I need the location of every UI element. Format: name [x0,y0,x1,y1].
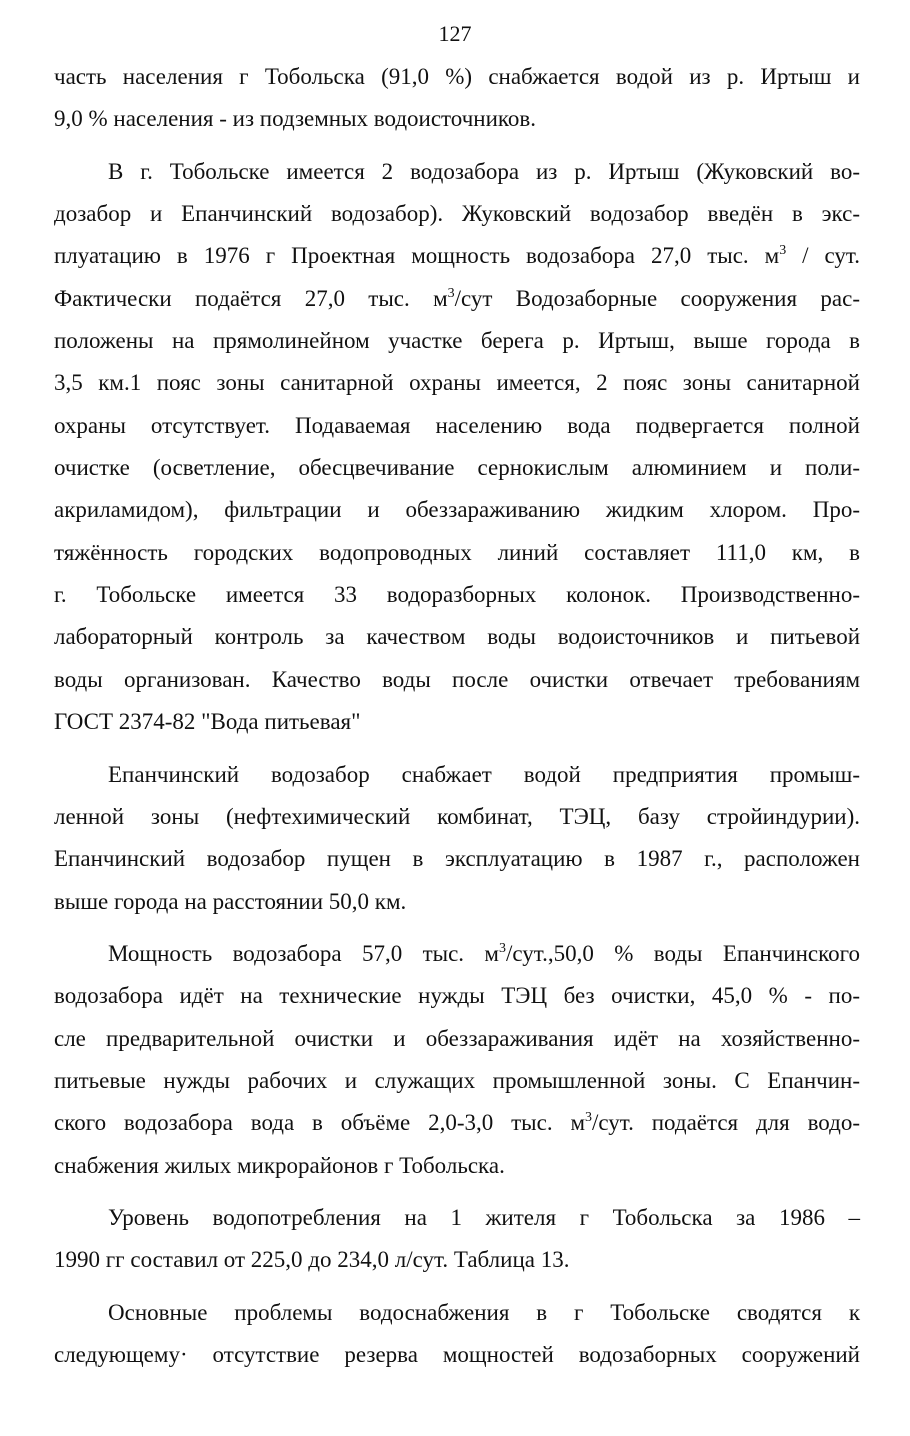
paragraph [54,1199,860,1284]
paragraph [54,1294,860,1379]
text-line: ГОСТ 2374-82 "Вода питьевая" [54,709,361,735]
text-line: выше города на расстоянии 50,0 км. [54,888,407,914]
text-line: часть населения г Тобольска (91,0 %) снабжается водой из р. Иртыш и [54,64,860,89]
paragraph [54,935,860,1189]
text-line: плуатацию в 1976 г Проектная мощность водозабора 27,0 тыс. $м^3$ / сут. [54,243,860,269]
text-line: следующему· отсутствие резерва мощностей водозаборных сооружений [54,1341,860,1367]
text-line: г. Тобольске имеется 33 водоразборных колонок. Производственно- [54,582,860,608]
text-line: Епанчинский водозабор пущен в эксплуатацию в 1987 г., расположен [54,846,860,872]
paragraph [54,756,860,925]
text-line: воды организован. Качество воды после очистки отвечает требованиям [54,666,860,692]
text-line: В г. Тобольске имеется 2 водозабора из р. Иртыш (Жуковский во- [108,158,860,184]
text-line: положены на прямолинейном участке берега р. Иртыш, выше города в [54,328,860,354]
text-line: питьевые нужды рабочих и служащих промышленной зоны. С Епанчин- [54,1067,860,1093]
paragraph [54,153,860,746]
text-line: лабораторный контроль за качеством воды водоисточников и питьевой [54,624,860,650]
text-line: Епанчинский водозабор снабжает водой предприятия промыш- [108,761,860,787]
text-line: 3,5 км.1 пояс зоны санитарной охраны имеется, 2 пояс зоны санитарной [54,370,860,396]
body-text [54,58,860,1378]
text-line: охраны отсутствует. Подаваемая населению вода подвергается полной [54,412,860,438]
paragraph [54,58,860,143]
text-line: Уровень водопотребления на 1 жителя г Тобольска за 1986 – [108,1204,860,1230]
page-number: 127 [438,21,472,46]
text-line: сле предварительной очистки и обеззараживания идёт на хозяйственно- [54,1025,860,1051]
text-line: 9,0 % населения - из подземных водоисточников. [54,106,537,132]
text-line: ленной зоны (нефтехимический комбинат, ТЭЦ, базу стройиндурии). [54,803,860,829]
text-line: Мощность водозабора 57,0 тыс. $м^3/сут.,50,0$ % воды Епанчинского [108,940,860,966]
text-line: Фактически подаётся 27,0 тыс. $м^3$/сут Водозаборные сооружения рас- [54,285,860,311]
text-line: очистке (осветление, обесцвечивание сернокислым алюминием и поли- [54,455,860,481]
text-line: снабжения жилых микрорайонов г Тобольска. [54,1152,505,1178]
text-line: водозабора идёт на технические нужды ТЭЦ без очистки, 45,0 % - по- [54,983,860,1009]
text-line: ского водозабора вода в объёме 2,0-3,0 тыс. $м^3$/сут. подаётся для водо- [54,1110,860,1136]
text-line: дозабор и Епанчинский водозабор). Жуковский водозабор введён в экс- [54,201,860,227]
text-line: тяжённость городских водопроводных линий составляет 111,0 км, в [54,539,860,565]
text-line: 1990 гг составил от 225,0 до 234,0 л/сут. Таблица 13. [54,1247,570,1273]
text-line: Основные проблемы водоснабжения в г Тобольске сводятся к [108,1299,860,1325]
text-line: акриламидом), фильтрации и обеззараживанию жидким хлором. Про- [54,497,860,523]
